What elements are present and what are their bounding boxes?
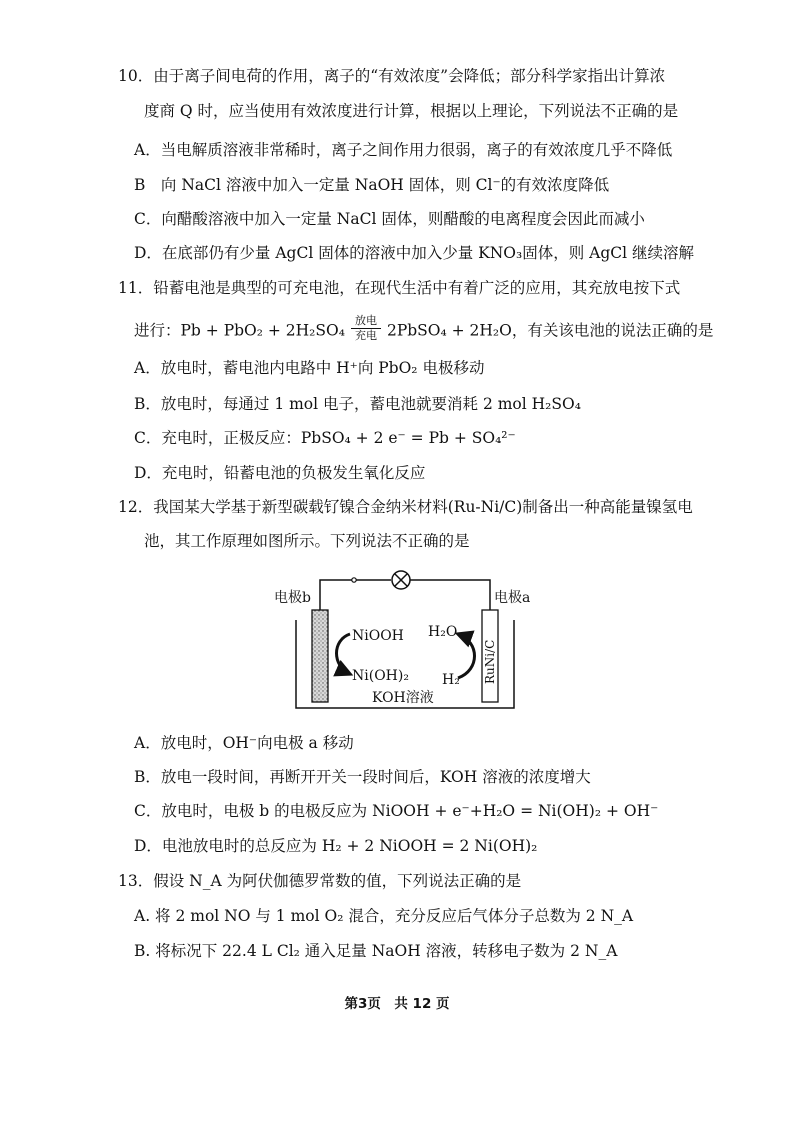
page-number: 第3页 共 12 页 <box>344 996 450 1012</box>
q10-option-b: B 向 NaCl 溶液中加入一定量 NaOH 固体，则 Cl⁻的有效浓度降低 <box>134 176 610 194</box>
electrolyte-label: KOH溶液 <box>372 690 434 706</box>
niooh-label: NiOOH <box>352 628 404 644</box>
wire-right <box>410 580 490 610</box>
q11-option-b: B．放电时，每通过 1 mol 电子，蓄电池就要消耗 2 mol H₂SO₄ <box>134 395 581 413</box>
q12-stem-line1: 12．我国某大学基于新型碳载钌镍合金纳米材料(Ru-Ni/C)制备出一种高能量镍氢电 <box>118 498 693 516</box>
q10-stem-line2: 度商 Q 时，应当使用有效浓度进行计算，根据以上理论，下列说法不正确的是 <box>144 102 679 120</box>
q13-stem: 13．假设 N_A 为阿伏伽德罗常数的值，下列说法正确的是 <box>118 872 522 890</box>
q11-eq-arrow <box>351 315 381 342</box>
h2-label: H₂ <box>442 672 460 688</box>
electrode-b-label: 电极b <box>274 590 311 606</box>
q10-option-d: D．在底部仍有少量 AgCl 固体的溶液中加入少量 KNO₃固体，则 AgCl 继续溶解 <box>134 244 694 262</box>
q13-option-b: B. 将标况下 22.4 L Cl₂ 通入足量 NaOH 溶液，转移电子数为 2 N_A <box>134 942 618 960</box>
q11-stem-line1: 11．铅蓄电池是典型的可充电池，在现代生活中有着广泛的应用，其充放电按下式 <box>118 279 681 297</box>
q10-option-a: A．当电解质溶液非常稀时，离子之间作用力很弱，离子的有效浓度几乎不降低 <box>134 141 673 159</box>
electrode-b <box>312 610 328 702</box>
battery-diagram <box>270 566 530 718</box>
q11-option-c: C．充电时，正极反应：PbSO₄ + 2 e⁻ = Pb + SO₄²⁻ <box>134 429 516 447</box>
h2o-label: H₂O <box>428 624 458 640</box>
electrode-a-material: RuNi/C <box>483 639 497 684</box>
q10-option-c: C．向醋酸溶液中加入一定量 NaCl 固体，则醋酸的电离程度会因此而减小 <box>134 210 645 228</box>
q12-option-a: A．放电时，OH⁻向电极 a 移动 <box>134 734 354 752</box>
q12-option-c: C．放电时，电极 b 的电极反应为 NiOOH + e⁻+H₂O = Ni(OH)₂ + OH⁻ <box>134 802 659 820</box>
q11-option-a: A．放电时，蓄电池内电路中 H⁺向 PbO₂ 电极移动 <box>134 359 485 377</box>
q11-option-d: D．充电时，铅蓄电池的负极发生氧化反应 <box>134 464 426 482</box>
q11-equation <box>134 314 714 345</box>
q11-eq-right: 2PbSO₄ + 2H₂O，有关该电池的说法正确的是 <box>386 321 714 340</box>
arrow-niooh-to-nioh2 <box>337 634 351 674</box>
q11-eq-left: 进行：Pb + PbO₂ + 2H₂SO₄ <box>134 321 345 340</box>
arrow-h2-to-h2o <box>458 634 475 678</box>
wire-left <box>320 580 352 610</box>
switch-contact <box>352 578 356 582</box>
nioh2-label: Ni(OH)₂ <box>352 668 409 684</box>
q11-eq-charge: 充电 <box>354 329 377 342</box>
q12-option-b: B．放电一段时间，再断开开关一段时间后，KOH 溶液的浓度增大 <box>134 768 591 786</box>
q13-option-a: A. 将 2 mol NO 与 1 mol O₂ 混合，充分反应后气体分子总数为 2 N_A <box>134 907 634 925</box>
q11-eq-discharge: 放电 <box>351 315 381 329</box>
q10-stem-line1: 10．由于离子间电荷的作用，离子的“有效浓度”会降低；部分科学家指出计算浓 <box>118 67 666 85</box>
electrode-a-label: 电极a <box>494 590 530 606</box>
q12-option-d: D．电池放电时的总反应为 H₂ + 2 NiOOH = 2 Ni(OH)₂ <box>134 837 538 855</box>
q12-stem-line2: 池，其工作原理如图所示。下列说法不正确的是 <box>144 532 470 550</box>
